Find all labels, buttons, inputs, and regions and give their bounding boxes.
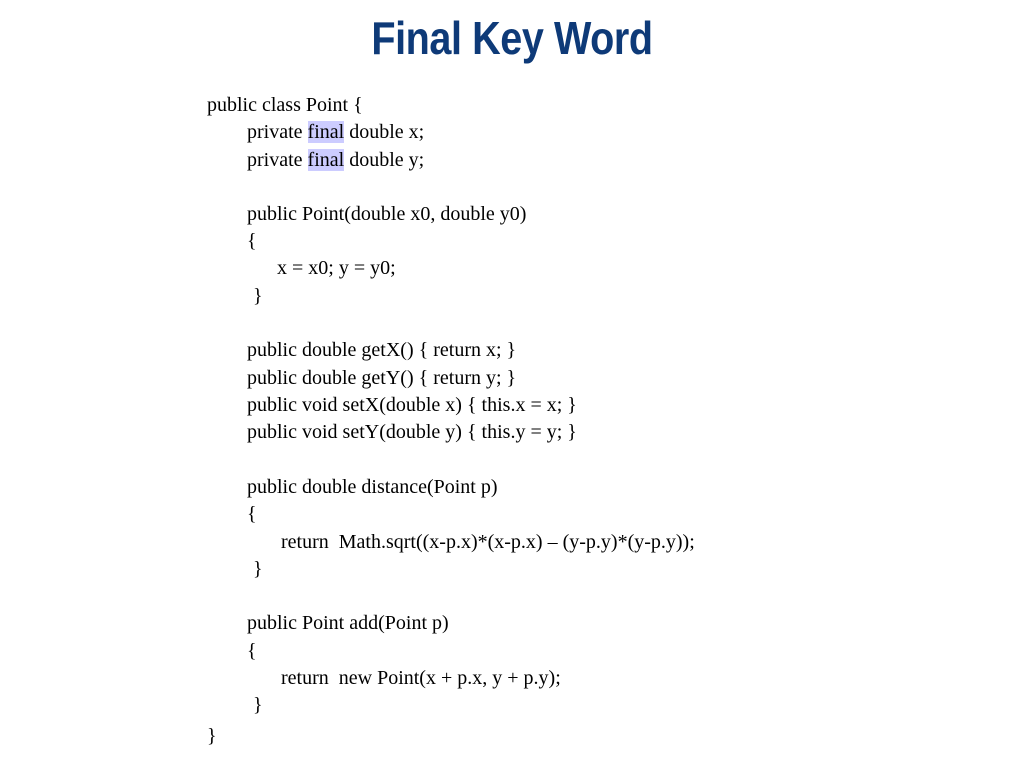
code-line-gety: public double getY() { return y; } [247,367,517,389]
code-line-field-x [247,120,424,144]
code-line-close-brace: } [253,558,263,580]
code-line-sety: public void setY(double y) { this.y = y; } [247,421,577,443]
code-line-open-brace: { [247,230,257,252]
code-line-distance-decl: public double distance(Point p) [247,476,498,498]
code-line-field-y [247,148,424,172]
code-line-class-close: } [207,725,217,747]
code-line-open-brace: { [247,503,257,525]
code-text: private [247,121,308,143]
code-line-distance-body: return Math.sqrt((x-p.x)*(x-p.x) – (y-p.y)*(y-p.y)); [281,531,695,553]
code-text: double y; [344,149,425,171]
final-keyword-highlight: final [307,121,345,143]
code-text: double x; [344,121,425,143]
final-keyword-highlight: final [307,149,345,171]
code-line-class-decl: public class Point { [207,94,363,116]
code-line-setx: public void setX(double x) { this.x = x; } [247,394,577,416]
code-line-constructor: public Point(double x0, double y0) [247,203,527,225]
slide-title: Final Key Word [371,12,653,64]
code-line-constructor-body: x = x0; y = y0; [277,257,396,279]
code-line-close-brace: } [253,285,263,307]
code-line-close-brace: } [253,694,263,716]
code-line-add-decl: public Point add(Point p) [247,612,449,634]
code-line-open-brace: { [247,640,257,662]
code-text: private [247,149,308,171]
code-line-getx: public double getX() { return x; } [247,339,517,361]
code-line-add-body: return new Point(x + p.x, y + p.y); [281,667,561,689]
